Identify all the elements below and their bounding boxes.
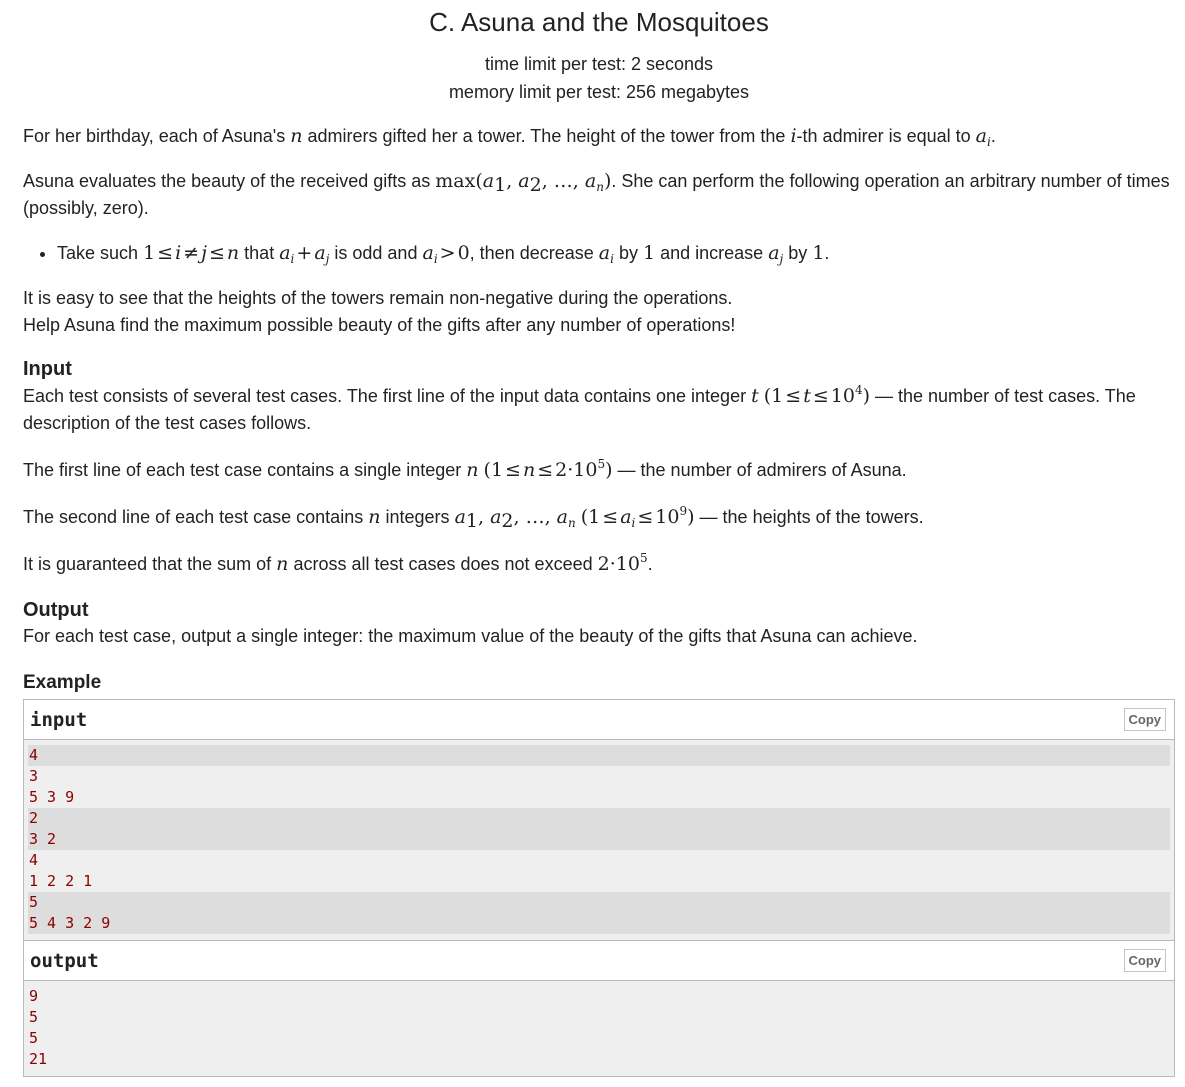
- input-heading: Input: [23, 358, 72, 380]
- time-limit: time limit per test: 2 seconds: [484, 54, 714, 74]
- input-line: 5 4 3 2 9: [28, 913, 1170, 934]
- input-line: 2: [28, 808, 1170, 829]
- statement-paragraph-3: It is easy to see that the heights of the towers remain non-negative during the operations. Help Asuna find the maximum possible beauty of the gifts after any number of operations!: [23, 288, 736, 335]
- input-line: 3 2: [28, 829, 1170, 850]
- input-line: 5: [28, 892, 1170, 913]
- input-line: 1 2 2 1: [29, 872, 93, 890]
- input-line: 4: [28, 745, 1170, 766]
- input-paragraph-3: The second line of each test case contains n integers $a_1$, $a_2$, …, $a_n$ $(1 \le a_i \le 10^9)$ — the heights of the towers.: [23, 504, 924, 532]
- input-paragraph-4: It is guaranteed that the sum of n across all test cases does not exceed $2\cdot 10^5$.: [23, 551, 653, 575]
- example-output-code[interactable]: [24, 981, 1174, 1076]
- problem-statement: [23, 0, 1175, 1077]
- input-paragraph-1: Each test consists of several test cases. The first line of the input data contains one integer t $(1 \le t \le 10^4)$ — the number of test cases. The description of the test cases follows.: [23, 383, 1136, 433]
- memory-limit: memory limit per test: 256 megabytes: [448, 82, 750, 102]
- example-heading: Example: [23, 672, 102, 693]
- input-line: 4: [29, 851, 39, 869]
- example-output-title: output: [30, 950, 99, 972]
- output-line: 21: [29, 1050, 48, 1068]
- problem-title: C. Asuna and the Mosquitoes: [429, 7, 769, 37]
- copy-input-button[interactable]: Copy: [1124, 708, 1167, 731]
- output-heading: Output: [23, 599, 89, 621]
- example-output-box: [23, 941, 1175, 1077]
- copy-output-button[interactable]: Copy: [1124, 949, 1167, 972]
- example-input-box: [23, 699, 1175, 941]
- input-paragraph-2: The first line of each test case contains a single integer n $(1 \le n \le 2\cdot 10^5)$ — the number of admirers of Asuna.: [23, 457, 907, 481]
- output-line: 5: [29, 1008, 39, 1026]
- list-item: • Take such 1 ≤ i ≠ j ≤ n that $a_i + a_j$ is odd and $a_i > 0$, then decrease $a_i$ by 1 and increase $a_j$ by 1.: [57, 240, 1175, 267]
- output-line: 9: [29, 987, 39, 1005]
- input-line: 5 3 9: [29, 788, 75, 806]
- input-line: 3: [29, 767, 39, 785]
- output-line: 5: [29, 1029, 39, 1047]
- example-input-title: input: [30, 709, 88, 731]
- statement-paragraph-1: For her birthday, each of Asuna's n admirers gifted her a tower. The height of the tower from the i-th admirer is equal to $a_i$.: [23, 125, 996, 149]
- operation-list: [23, 240, 1175, 267]
- statement-paragraph-2: Asuna evaluates the beauty of the received gifts as $\max(a_1$, $a_2$, …, $a_n$). She can perform the following operation an arbitrary number of times (possibly, zero).: [23, 170, 1170, 218]
- example-input-code[interactable]: [24, 740, 1174, 940]
- output-paragraph: For each test case, output a single integer: the maximum value of the beauty of the gifts that Asuna can achieve.: [23, 626, 918, 646]
